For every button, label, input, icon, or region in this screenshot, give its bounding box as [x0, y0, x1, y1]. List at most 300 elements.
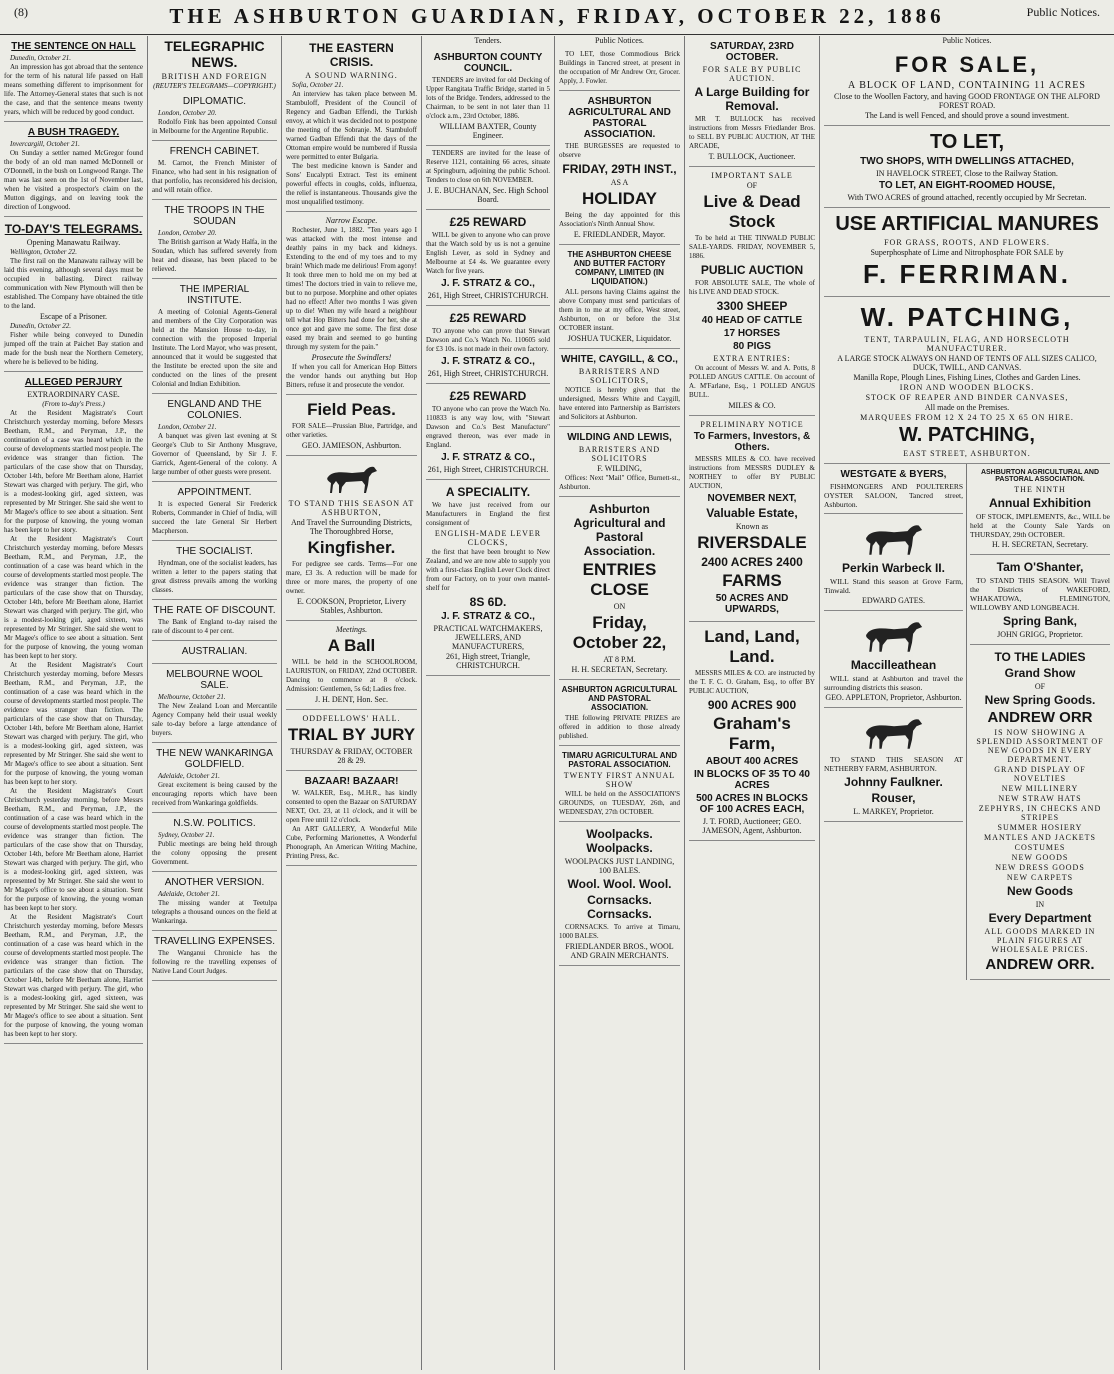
telegram-item — [152, 279, 277, 394]
telegram-headline: APPOINTMENT. — [177, 487, 252, 498]
ad-signature: MILES & CO. — [728, 401, 776, 410]
ad-body: FOR SALE—Prussian Blue, Partridge, and other varieties. — [286, 422, 417, 439]
ad-artificial-manures — [824, 208, 1110, 297]
ad-headline: Field Peas. — [307, 400, 396, 419]
ad-signature: L. MARKEY, Proprietor. — [853, 807, 934, 816]
section-label: Meetings. — [335, 625, 368, 634]
ad-headline: TRIAL BY JURY — [287, 725, 416, 744]
newspaper-title: THE ASHBURTON GUARDIAN, FRIDAY, OCTOBER 22, 1886 — [169, 4, 945, 28]
ad-body: THE BURGESSES are requested to observe — [559, 142, 680, 159]
tender-high-school-board — [426, 146, 550, 210]
article-alleged-perjury — [4, 372, 143, 1044]
ad-subheading: Known as — [735, 522, 769, 531]
ad-subheading: A BLOCK OF LAND, CONTAINING 11 ACRES — [848, 80, 1086, 91]
acreage: 2400 ACRES 2400 — [701, 555, 803, 569]
ad-headline: Every Department — [988, 911, 1092, 925]
article-body: At the Resident Magistrate's Court Christchurch yesterday morning, before Messrs Beetham, R.M., and Peryman, J.P., the continuation of a case was heard which in the course of developments startled most people. The evidence was stranger than fiction. The particulars of the case show that on Thursday, October 14th, before Mr Beetham alone, Harriet Stewart was charged with perjury. The girl, who is a modest-looking girl, aged sixteen, was represented by Mr Stringer. She said she went to Mr Magee's office to see about a situation. Sent for the purpose of knowing, the young woman has been kept to her story. — [4, 913, 143, 1038]
article-body: The best medicine known is Sander and Sons' Eucalypti Extract. Test its eminent powerful effects in coughs, colds, influenza, the relief is instantaneous. Thousands give the most unqualified testimony. — [286, 162, 417, 206]
dateline: Adelaide, October 21. — [158, 772, 220, 780]
ad-cheese-factory — [559, 245, 680, 349]
firm-name: J. F. STRATZ & CO., — [441, 611, 535, 622]
ad-reward-2 — [426, 306, 550, 384]
merchant-name: F. FERRIMAN. — [863, 259, 1071, 289]
firm-name: J. F. STRATZ & CO., — [441, 278, 535, 289]
ad-headline: USE ARTIFICIAL MANURES — [835, 213, 1099, 235]
ad-body: WILL stand at Ashburton and travel the surrounding districts this season. — [824, 674, 963, 692]
ad-body: TO anyone who can prove the Watch No. 110833 is any way low, with "Stewart Dawson and Co.'s Best Manufacture" engraved thereon, was ever made in England. — [426, 405, 550, 449]
telegram-body: The Wanganui Chronicle has the following re the travelling expenses of Native Land Court Judges. — [152, 949, 277, 975]
ad-perkin-warbeck — [824, 514, 963, 611]
telegram-body: The missing wander at Teetulpa telegraphs a thousand ounces on the field at Wankaringa. — [152, 899, 277, 925]
column-header: Public Notices. — [942, 36, 992, 45]
goods-item: NEW DRESS GOODS — [995, 863, 1085, 872]
firm-subtitle: PRACTICAL WATCHMAKERS, JEWELLERS, AND MANUFACTURERS, — [433, 624, 543, 651]
ad-headline: Valuable Estate, — [706, 506, 798, 520]
ad-body: FISHMONGERS AND POULTERERS OYSTER SALOON, Tancred street, Ashburton. — [824, 482, 963, 509]
ad-headline: ASHBURTON COUNTY COUNCIL. — [433, 52, 543, 74]
telegram-headline: FRENCH CABINET. — [169, 146, 260, 157]
ad-headline: New Goods — [1006, 884, 1073, 898]
horse-name: Kingfisher. — [307, 538, 396, 557]
dateline: Wellington, October 22. — [10, 248, 78, 256]
column-3 — [282, 36, 422, 1370]
ad-subheading: MARQUEES FROM 12 X 24 TO 25 X 65 ON HIRE. — [860, 413, 1074, 422]
ad-headline: Annual Exhibition — [989, 496, 1091, 510]
ad-body: THE following PRIVATE PRIZES are offered in addition to those already published. — [559, 714, 680, 740]
ad-headline: Woolpacks. Woolpacks. — [586, 827, 653, 855]
ad-signature: J. E. BUCHANAN, Sec. High School Board. — [427, 186, 549, 204]
goods-item: ZEPHYRS, IN CHECKS AND STRIPES — [978, 804, 1102, 822]
ad-holiday — [559, 91, 680, 245]
ad-headline: ASHBURTON AGRICULTURAL AND PASTORAL ASSOCIATION. — [980, 469, 1100, 483]
telegram-item — [152, 664, 277, 743]
article-body: At the Resident Magistrate's Court Christchurch yesterday morning, before Messrs Beetham, R.M., and Peryman, J.P., the continuation of a case was heard which in the course of developments startled most people. The evidence was stranger than fiction. The particulars of the case show that on Thursday, October 14th, before Mr Beetham alone, Harriet Stewart was charged with perjury. The girl, who is a modest-looking girl, aged sixteen, was represented by Mr Stringer. She said she went to Mr Magee's office to see about a situation. Sent for the purpose of knowing, the young woman has been kept to her story. — [4, 409, 143, 534]
subheading: A SOUND WARNING. — [305, 71, 398, 80]
telegram-item — [152, 743, 277, 813]
ad-maccilleathean — [824, 611, 963, 708]
telegram-body: The British garrison at Wady Halfa, in the Soudan, which has suffered severely from heat and disease, has been placed to be relieved. — [152, 238, 277, 273]
farm-name: Graham's Farm, — [713, 714, 791, 753]
ad-signature: EDWARD GATES. — [861, 596, 926, 605]
ad-headline: PUBLIC AUCTION — [700, 263, 804, 277]
ad-headline: Narrow Escape. — [325, 216, 378, 225]
ad-subheading: AS A — [610, 178, 629, 187]
horse-illustration-icon — [859, 715, 929, 751]
ad-speciality — [426, 480, 550, 676]
ad-signature: J. T. FORD, Auctioneer; GEO. JAMESON, Agent, Ashburton. — [702, 817, 802, 835]
horse-illustration-icon — [859, 618, 929, 654]
ad-signature: J. H. DENT, Hon. Sec. — [315, 695, 388, 704]
article-body: An interview has taken place between M. Stambuloff, President of the Council of Regency and Gadban Effendi, the Turkish envoy, at which it was decided not to postpone the meeting of the Sobranje. M. Stambuloff warned Gadban Effendi that the days of the Ottoman empire would be numbered if Russia were permitted to enter Bulgaria. — [286, 90, 417, 161]
telegram-body: M. Carnot, the French Minister of Finance, who had sent in his resignation of that portfolio, has reconsidered his decision, and will retain office. — [152, 159, 277, 194]
article-headline: A BUSH TRAGEDY. — [27, 127, 120, 138]
telegram-headline: MELBOURNE WOOL SALE. — [166, 669, 263, 691]
masthead — [0, 0, 1114, 35]
ad-subheading: With TWO ACRES of ground attached, recently occupied by Mr Secretan. — [847, 193, 1087, 202]
ad-subheading: OF — [746, 181, 758, 190]
horse-illustration-icon — [322, 463, 382, 495]
telegram-item — [152, 931, 277, 981]
telegram-item — [152, 641, 277, 664]
col7-left — [824, 464, 967, 980]
subheading: BRITISH AND FOREIGN — [161, 72, 268, 81]
ad-signature: E. COOKSON, Proprietor, Livery Stables, Ashburton. — [297, 597, 406, 615]
firm-address: 261, High street, Triangle, CHRISTCHURCH. — [446, 652, 530, 670]
ad-woolpacks — [559, 822, 680, 966]
ad-subheading: TENT, TARPAULIN, FLAG, AND HORSECLOTH MANUFACTURER. — [864, 335, 1070, 353]
ad-headline: NOVEMBER NEXT, — [707, 493, 797, 504]
telegram-headline: THE RATE OF DISCOUNT. — [153, 605, 276, 616]
ad-private-prizes — [559, 680, 680, 746]
ad-body: An ART GALLERY, A Wonderful Mile Cube, Performing Marionettes, A Wonderful Phonograph, An American Writing Machine, Printing Press, &c. — [286, 825, 417, 860]
horse-name: Johnny Faulkner. — [844, 775, 943, 789]
telegram-body: Rodolfo Fink has been appointed Consul in Melbourne for the Argentine Republic. — [152, 118, 277, 135]
ad-headline: A Ball — [327, 636, 376, 655]
horse-name: Spring Bank, — [1002, 614, 1077, 628]
ad-body: TO STAND THIS SEASON. Will Travel the Districts of WAKEFORD, WHAKATOWA, FLEMINGTON, WILLOWBY AND LONGBEACH. — [970, 576, 1110, 612]
dateline: Sydney, October 21. — [158, 831, 215, 839]
goods-item: NEW STRAW HATS — [998, 794, 1082, 803]
horse-name: Maccilleathean — [850, 658, 937, 672]
ad-body: TO anyone who can prove that Stewart Dawson and Co.'s Watch No. 110605 sold for £3 10s. is not made in their own factory. — [426, 327, 550, 353]
ad-body: For pedigree see cards. Terms—For one mare, £3 3s. A reduction will be made for three or more mares, the property of one owner. — [286, 560, 417, 595]
telegram-headline: THE IMPERIAL INSTITUTE. — [179, 284, 250, 306]
ad-subheading: IMPORTANT SALE — [711, 171, 793, 180]
ad-subheading: 500 ACRES IN BLOCKS OF 100 ACRES EACH, — [696, 793, 808, 815]
ad-field-peas — [286, 395, 417, 456]
ad-body: On account of Messrs W. and A. Potts, 8 POLLED ANGUS CATTLE. On account of A. M'Farlane, Esq., 1 POLLED ANGUS BULL. — [689, 364, 815, 399]
ad-subheading: IN — [1035, 900, 1045, 909]
dateline: Invercargill, October 21. — [10, 140, 80, 148]
ad-headline: Ashburton Agricultural and Pastoral Association. — [573, 502, 666, 558]
holiday-headline: HOLIDAY — [582, 189, 657, 208]
ad-live-dead-stock — [689, 167, 815, 416]
ad-signature: H. H. SECRETAN, Secretary. — [992, 540, 1088, 549]
ad-subheading: IS NOW SHOWING A SPLENDID ASSORTMENT OF NEW GOODS IN EVERY DEPARTMENT. — [976, 728, 1104, 764]
ad-headline: £25 REWARD — [449, 389, 527, 403]
ad-headline: WHITE, CAYGILL, & CO., — [561, 354, 678, 365]
stock-item: 40 HEAD OF CATTLE — [701, 315, 803, 326]
goods-item: COSTUMES — [1014, 843, 1066, 852]
stock-item: 3300 SHEEP — [716, 299, 788, 313]
horse-name: Tam O'Shanter, — [996, 560, 1084, 574]
ad-body: FOR ABSOLUTE SALE, The whole of his LIVE AND DEAD STOCK. — [689, 279, 815, 296]
telegram-body: It is expected General Sir Frederick Roberts, Commander in Chief of India, will succeed the late General Sir Herbert Macpherson. — [152, 500, 277, 535]
article-todays-telegrams — [4, 217, 143, 372]
ad-body: TENDERS are invited for the lease of Reserve 1121, containing 66 acres, situate at Springburn, adjoining the public School. Tenders to close on 6th NOVEMBER. — [426, 149, 550, 184]
article-body: Fisher while being conveyed to Dunedin jumped off the train at Paichet Bay station and made for the bush near the Northern Cemetery, where he is believed to be hiding. — [4, 331, 143, 366]
ad-headline: New Spring Goods. — [984, 693, 1096, 707]
ad-signature: JOHN GRIGG, Proprietor. — [997, 630, 1083, 639]
telegram-body: A banquet was given last evening at St George's Club to Sir Anthony Musgrave, Governor of Queensland, by Sir J. F. Garrick, Agent-General of the colony. A large number of other guests were present. — [152, 432, 277, 476]
ad-headline: TO LET, — [929, 131, 1005, 153]
ad-headline: Prosecute the Swindlers! — [311, 353, 392, 362]
ad-body: If when you call for American Hop Bitters the vendor hands out anything but Hop Bitters, refuse it and prosecute the vendor. — [286, 363, 417, 389]
ad-body: W. WALKER, Esq., M.H.R., has kindly consented to open the Bazaar on SATURDAY NEXT, Oct. 23, at 11 o'clock, and it will be open Free until 12 o'clock. — [286, 789, 417, 824]
ad-headline: SATURDAY, 23RD OCTOBER. — [710, 41, 794, 63]
ad-westgate-byers — [824, 464, 963, 514]
article-eastern-crisis — [286, 36, 417, 212]
ad-subheading: GRAND DISPLAY OF NOVELTIES — [994, 765, 1086, 783]
ad-headline: FARMS — [722, 571, 782, 590]
ad-headline: WESTGATE & BYERS, — [840, 469, 947, 480]
ad-trial-by-jury — [286, 710, 417, 771]
ad-body: WILL be given to anyone who can prove that the Watch sold by us is not a genuine English Lever, as sold in Sydney and Melbourne at £4 4s. We guarantee every Watch for five years. — [426, 231, 550, 275]
ad-to-let — [559, 47, 680, 91]
telegram-headline: ANOTHER VERSION. — [164, 877, 265, 888]
ad-subheading: FOR GRASS, ROOTS, AND FLOWERS. — [884, 238, 1050, 247]
dateline: Melbourne, October 21. — [158, 693, 226, 701]
meetings — [286, 621, 417, 710]
ad-subheading: IN BLOCKS OF 35 TO 40 ACRES — [694, 769, 810, 791]
ad-body: Being the day appointed for this Association's Ninth Annual Show. — [559, 211, 680, 228]
article-body: At the Resident Magistrate's Court Christchurch yesterday morning, before Messrs Beetham, R.M., and Peryman, J.P., the continuation of a case was heard which in the course of developments startled most people. The evidence was stranger than fiction. The particulars of the case show that on Thursday, October 14th, before Mr Beetham alone, Harriet Stewart was charged with perjury. The girl, who is a modest-looking girl, aged sixteen, was represented by Mr Stringer. She said she went to Mr Magee's office to see about a situation. Sent for the purpose of knowing, the young woman has been kept to her story. — [4, 787, 143, 912]
ad-body: To be held at THE TINWALD PUBLIC SALE-YARDS. FRIDAY, NOVEMBER 5, 1886. — [689, 234, 815, 260]
telegram-item — [152, 813, 277, 872]
ad-building-removal — [689, 36, 815, 167]
dateline: Dunedin, October 21. — [10, 54, 72, 62]
ad-subheading: Manilla Rope, Plough Lines, Fishing Lines, Clothes and Garden Lines. — [853, 373, 1081, 382]
horse-illustration-icon — [859, 521, 929, 557]
article-body: The first rail on the Manawatu railway will be laid this evening, although several days must be occupied in ballasting. Direct railway communication with New Plymouth will then be established. The Company have obtained the title to the land. — [4, 257, 143, 310]
column-5 — [555, 36, 685, 1370]
entries-date: Friday, October 22, — [572, 613, 667, 652]
ad-wilding-lewis — [559, 427, 680, 497]
telegram-item — [152, 600, 277, 641]
holiday-date: FRIDAY, 29TH INST., — [562, 162, 677, 176]
ad-patching — [824, 297, 1110, 464]
ad-subheading: AT 8 P.M. — [603, 655, 636, 664]
entries-headline: ENTRIES CLOSE — [582, 560, 657, 599]
article-headline: THE SENTENCE ON HALL — [11, 41, 136, 52]
section-headline: TELEGRAPHIC NEWS. — [164, 38, 265, 70]
ad-riversdale — [689, 416, 815, 622]
ad-body: OF STOCK, IMPLEMENTS, &c., WILL be held at the County Sale Yards on THURSDAY, 29th OCTOBER. — [970, 512, 1110, 539]
ad-subheading: ENGLISH-MADE LEVER CLOCKS, — [434, 529, 542, 547]
ad-body: MESSRS MILES & CO. have received instructions from MESSRS DUDLEY & NORTHEY to offer BY PUBLIC AUCTION, — [689, 455, 815, 490]
ad-headline: To Farmers, Investors, & Others. — [693, 431, 811, 453]
ad-headline: Live & Dead Stock — [703, 192, 801, 231]
ad-signature: GEO. JAMIESON, Ashburton. — [301, 441, 402, 450]
ad-reward-1 — [426, 210, 550, 306]
column-2 — [148, 36, 282, 1370]
column-header: Tenders. — [474, 36, 502, 45]
ad-subheading: TWENTY FIRST ANNUAL SHOW — [563, 771, 676, 789]
telegram-item — [152, 141, 277, 200]
article-body: At the Resident Magistrate's Court Christchurch yesterday morning, before Messrs Beetham, R.M., and Peryman, J.P., the continuation of a case was heard which in the course of developments startled most people. The evidence was stranger than fiction. The particulars of the case show that on Thursday, October 14th, before Mr Beetham alone, Harriet Stewart was charged with perjury. The girl, who is a modest-looking girl, aged sixteen, was represented by Mr Stringer. She said she went to Mr Magee's office to see about a situation. Sent for the purpose of knowing, the young woman has been kept to her story. — [4, 661, 143, 786]
ad-body: TO STAND THIS SEASON AT NETHERBY FARM, ASHBURTON. — [824, 755, 963, 773]
acreage: 900 ACRES 900 — [707, 698, 797, 712]
ad-body: the first that have been brought to New Zealand, and we are now able to supply you with a first-class English Lever Clock direct from our Factory, on to your own mantel-shelf for — [426, 548, 550, 592]
telegram-headline: THE TROOPS IN THE SOUDAN — [164, 205, 265, 227]
firm-name: J. F. STRATZ & CO., — [441, 356, 535, 367]
dateline: Dunedin, October 22. — [10, 322, 72, 330]
column-4 — [422, 36, 555, 1370]
byline: (From to-day's Press.) — [42, 400, 105, 408]
ad-signature: JOSHUA TUCKER, Liquidator. — [567, 334, 672, 343]
dateline: Sofia, October 21. — [292, 81, 344, 89]
telegram-headline: TRAVELLING EXPENSES. — [154, 936, 275, 947]
ad-reward-3 — [426, 384, 550, 480]
estate-name: RIVERSDALE — [697, 533, 807, 552]
article-headline: THE EASTERN CRISIS. — [309, 41, 394, 69]
ad-headline: TO STAND THIS SEASON AT ASHBURTON, — [288, 499, 415, 517]
telegram-body: Great excitement is being caused by the encouraging reports which have been received from Wankaringa goldfields. — [152, 781, 277, 807]
tender-county-council — [426, 47, 550, 146]
ad-subheading: All made on the Premises. — [924, 403, 1010, 412]
byline: (REUTER'S TELEGRAMS—COPYRIGHT.) — [153, 82, 276, 90]
telegram-item — [152, 200, 277, 279]
page-number: (8) — [14, 5, 28, 19]
ad-headline: Land, Land, Land. — [704, 627, 800, 666]
column-6 — [685, 36, 820, 1370]
section-headline: TO-DAY'S TELEGRAMS. — [4, 222, 143, 236]
article-bush-tragedy — [4, 122, 143, 217]
dateline: London, October 20. — [158, 229, 217, 237]
ad-body: Rochester, June 1, 1882. "Ten years ago I was attacked with the most intense and deathly pains in my back and kidneys. Extending to the end of my toes and to my brain! Which made me delirious! From agony! It took three men to hold me on my bed at times! The doctors tried in vain to relieve me, but to no purpose. Morphine and other opiates had no effect! After two months I was given up to die! When my wife heard a neighbour tell what Hop Bitters had done for her, she at once got and gave me some. The first dose eased my brain and seemed to go hunting through my system for the pain." — [286, 226, 417, 351]
article-body: At the Resident Magistrate's Court Christchurch yesterday morning, before Messrs Beetham, R.M., and Peryman, J.P., the continuation of a case was heard which in the course of developments startled most people. The evidence was stranger than fiction. The particulars of the case show that on Thursday, October 14th, before Mr Beetham alone, Harriet Stewart was charged with perjury. The girl, who is a modest-looking girl, aged sixteen, was represented by Mr Stringer. She said she went to Mr Magee's office to see about a situation. Sent for the purpose of knowing, the young woman has been kept to her story. — [4, 535, 143, 660]
ad-body: TENDERS are invited for old Decking of Upper Rangitata Traffic Bridge, started in 5 lots of the Bridge. Tenders, addressed to the Chairman, to be sent in not later than 11 o'clock a.m., 23rd October, 1886. — [426, 76, 550, 120]
ad-subheading: ODDFELLOWS' HALL. — [302, 714, 401, 723]
ad-body: NOTICE is hereby given that the undersigned, Messrs White and Caygill, have entered into Partnership as Barristers and Solicitors at Ashburton. — [559, 386, 680, 421]
merchant-name: ANDREW ORR. — [985, 956, 1095, 973]
goods-item: NEW GOODS — [1011, 853, 1069, 862]
ad-headline: TO THE LADIES — [994, 650, 1086, 664]
ad-body: WILL Stand this season at Grove Farm, Tinwald. — [824, 577, 963, 595]
col7-split — [824, 464, 1110, 980]
firm-address: 261, High Street, CHRISTCHURCH. — [427, 369, 549, 378]
ad-headline: A SPECIALITY. — [445, 485, 531, 499]
column-7 — [820, 36, 1114, 1370]
ad-signature: FRIEDLANDER BROS., WOOL AND GRAIN MERCHANTS. — [565, 942, 674, 960]
ad-headline: A Large Building for Removal. — [694, 85, 810, 113]
dateline: London, October 21. — [158, 423, 217, 431]
ad-subheading: The Land is well Fenced, and should prove a sound investment. — [865, 111, 1069, 120]
telegram-headline: THE SOCIALIST. — [176, 546, 253, 557]
ad-kingfisher — [286, 456, 417, 621]
ad-subheading: STOCK OF REAPER AND BINDER CANVASES, — [865, 393, 1069, 402]
ad-subheading: IN HAVELOCK STREET, Close to the Railway Station. — [876, 169, 1058, 178]
ad-johnny-faulkner — [824, 708, 963, 822]
ad-signature: H. H. SECRETAN, Secretary. — [571, 665, 668, 674]
ad-body: ALL persons having Claims against the above Company must send particulars of them in to me at my office, West street, Ashburton, on or before the 31st OCTOBER instant. — [559, 288, 680, 332]
ad-subheading: EXTRA ENTRIES: — [713, 354, 791, 363]
ad-subheading: TWO SHOPS, WITH DWELLINGS ATTACHED, — [860, 156, 1074, 167]
stock-item: 80 PIGS — [733, 341, 771, 352]
firm-name: J. F. STRATZ & CO., — [441, 452, 535, 463]
ad-white-caygill — [559, 349, 680, 427]
ad-andrew-orr — [970, 645, 1110, 980]
ad-headline: TIMARU AGRICULTURAL AND PASTORAL ASSOCIATION. — [561, 751, 678, 769]
ad-tam-oshanter — [970, 555, 1110, 645]
ad-bazaar — [286, 771, 417, 866]
col7-right — [967, 464, 1110, 980]
telegram-headline: THE NEW WANKARINGA GOLDFIELD. — [156, 748, 273, 770]
telegram-body: A meeting of Colonial Agents-General and members of the City Corporation was held at the Mansion House to-day, in connection with the proposed Imperial Institute. The Lord Mayor, who was present, announced that it would be suggested that the Institute be erected upon the site and conducted on the lines of the present Colonial and Indian Exhibition. — [152, 308, 277, 388]
ad-signature: T. BULLOCK, Auctioneer. — [708, 152, 796, 161]
ad-subheading: F. WILDING, — [597, 464, 642, 473]
ad-body: WILL be held on the ASSOCIATION'S GROUNDS, on TUESDAY, 26th, and WEDNESDAY, 27th OCTOBER. — [559, 790, 680, 816]
ad-timaru-show — [559, 746, 680, 822]
article-body: On Sunday a settler named McGregor found the body of an old man named McDonnell or O'Donnell, in the bush on Longwood Range. The man was last seen on the 1st of November last, when he visited a prospector's claim on the Mutton diggings, and on leaving took the direction of Longwood. — [4, 149, 143, 211]
telegram-headline: ENGLAND AND THE COLONIES. — [167, 399, 262, 421]
ad-headline: Cornsacks. Cornsacks. — [587, 893, 652, 921]
telegram-body: Public meetings are being held through the colony opposing the present Government. — [152, 840, 277, 866]
ad-headline: THE ASHBURTON CHEESE AND BUTTER FACTORY COMPANY, LIMITED (IN LIQUIDATION.) — [567, 250, 672, 286]
ad-entries-close — [559, 497, 680, 680]
ad-subheading: Close to the Woollen Factory, and having GOOD FRONTAGE ON THE ALFORD FOREST ROAD. — [834, 92, 1100, 110]
telegram-body: The Bank of England to-day raised the rate of discount to 4 per cent. — [152, 618, 277, 635]
ad-subheading: WOOLPACKS JUST LANDING, 100 BALES. — [564, 857, 675, 875]
telegram-headline: N.S.W. POLITICS. — [173, 818, 256, 829]
column-header: Public Notices. — [595, 36, 644, 45]
telegram-item — [152, 91, 277, 141]
goods-item: NEW CARPETS — [1006, 873, 1074, 882]
ad-subheading: Superphosphate of Lime and Nitrophosphate FOR SALE by — [870, 248, 1064, 257]
telegram-list — [152, 91, 277, 981]
ad-annual-exhibition — [970, 464, 1110, 555]
ad-headline: ASHBURTON AGRICULTURAL AND PASTORAL ASSOCIATION. — [561, 685, 678, 712]
article-body: An impression has got abroad that the sentence for the term of his natural life passed on Hall means something different to imprisonment for life. The Attorney-General states that such is not the case, and that the sentence means twenty years, which will be reduced by good conduct. — [4, 63, 143, 116]
goods-item: SUMMER HOSIERY — [997, 823, 1083, 832]
ad-subheading: THE NINTH — [1014, 485, 1066, 494]
goods-item: NEW MILLINERY — [1001, 784, 1079, 793]
subheading: EXTRAORDINARY CASE. — [27, 390, 120, 399]
telegram-item — [152, 394, 277, 482]
merchant-name: W. PATCHING, — [899, 424, 1035, 446]
ad-subheading: 50 ACRES AND UPWARDS, — [715, 593, 789, 615]
stock-item: 17 HORSES — [723, 328, 781, 339]
ad-subheading: BARRISTERS AND SOLICITORS — [578, 445, 661, 463]
ad-subheading: ALL GOODS MARKED IN PLAIN FIGURES AT WHOLESALE PRICES. — [984, 927, 1096, 954]
column-1 — [0, 36, 148, 1370]
ad-signature: WILLIAM BAXTER, County Engineer. — [439, 122, 537, 140]
ad-headline: FOR SALE, — [894, 52, 1040, 77]
dateline: London, October 20. — [158, 109, 217, 117]
ad-headline: £25 REWARD — [449, 215, 527, 229]
ad-to-let-shops — [824, 126, 1110, 208]
ad-land-for-sale — [824, 47, 1110, 126]
ad-subheading: IRON AND WOODEN BLOCKS. — [899, 383, 1035, 392]
telegram-item — [152, 872, 277, 931]
ad-body: MESSRS MILES & CO. are instructed by the T. F. C. O. Graham, Esq., to offer BY PUBLIC AUCTION, — [689, 669, 815, 695]
firm-address: 261, High Street, CHRISTCHURCH. — [427, 291, 549, 300]
ad-signature: GEO. APPLETON, Proprietor, Ashburton. — [825, 693, 962, 702]
ad-headline: ASHBURTON AGRICULTURAL AND PASTORAL ASSOCIATION. — [568, 96, 671, 140]
ad-subheading: A LARGE STOCK ALWAYS ON HAND OF TENTS OF ALL SIZES CALICO, DUCK, TWILL, AND CANVAS. — [837, 354, 1097, 372]
goods-list — [970, 784, 1110, 882]
firm-address: 261, High Street, CHRISTCHURCH. — [427, 465, 549, 474]
dateline: Adelaide, October 21. — [158, 890, 220, 898]
ad-body: TO LET, those Commodious Brick Buildings in Tancred street, at present in the occupation of Mr Andrew Orr, Grocer. Apply, J. Fowler. — [559, 50, 680, 85]
price: 8S 6D. — [469, 595, 507, 609]
ad-subheading: BARRISTERS AND SOLICITORS, — [578, 367, 661, 385]
ad-headline: £25 REWARD — [449, 311, 527, 325]
subheading: Opening Manawatu Railway. — [26, 238, 121, 247]
ad-subheading: FOR SALE BY PUBLIC AUCTION. — [702, 65, 802, 83]
horse-name: Perkin Warbeck II. — [842, 561, 945, 575]
ad-body: WILL be held in the SCHOOLROOM, LAURISTON, on FRIDAY, 22nd OCTOBER. Dancing to commence at 8 o'clock. Admission: Gentlemen, 5s 6d; Ladies free. — [286, 658, 417, 693]
ad-signature: E. FRIEDLANDER, Mayor. — [573, 230, 666, 239]
ad-headline: Grand Show — [1004, 666, 1076, 680]
ad-subheading: PRELIMINARY NOTICE — [700, 420, 804, 429]
telegram-body: The New Zealand Loan and Mercantile Agency Company held their usual weekly sale to-day before a large attendance of buyers. — [152, 702, 277, 737]
merchant-name: ANDREW ORR — [987, 709, 1093, 726]
ad-headline: Wool. Wool. Wool. — [567, 877, 672, 891]
ad-headline: WILDING AND LEWIS, — [567, 432, 672, 443]
goods-item: MANTLES AND JACKETS — [984, 833, 1096, 842]
ad-subheading: EAST STREET, ASHBURTON. — [903, 449, 1031, 458]
